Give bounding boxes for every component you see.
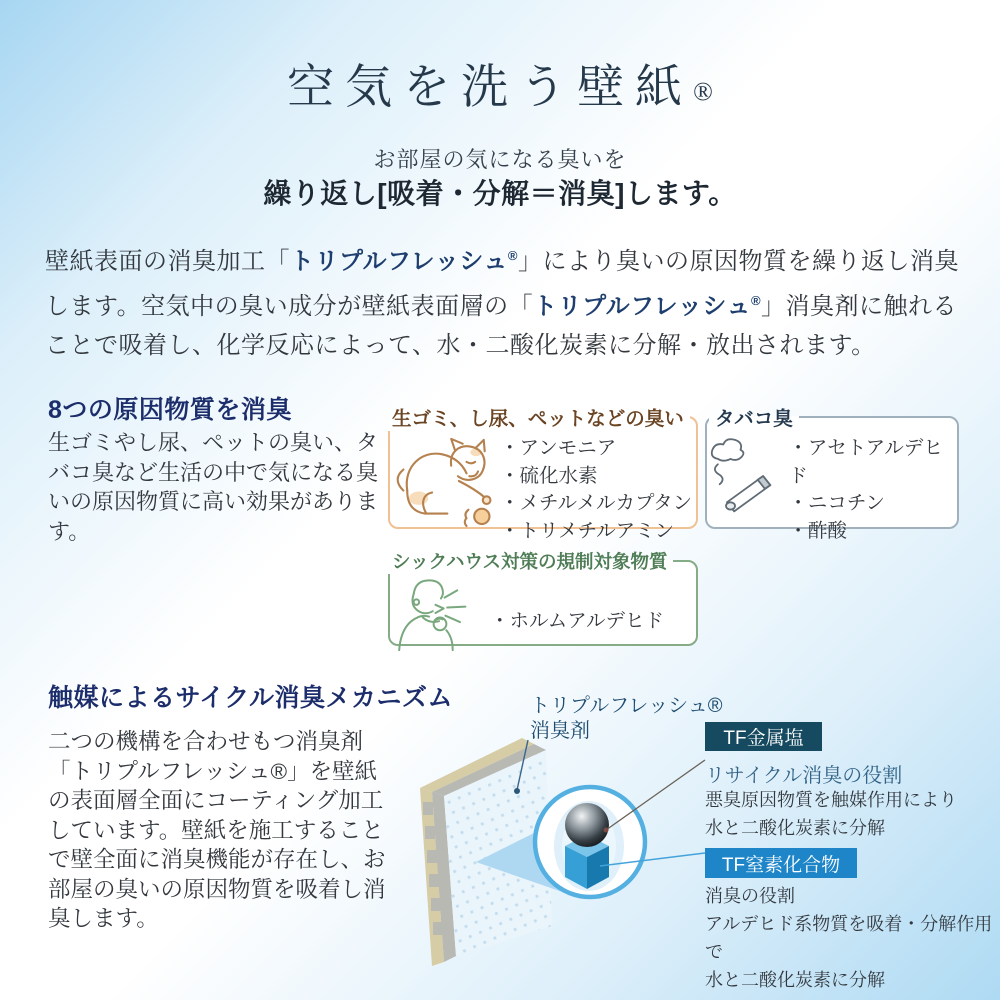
title-text: 空気を洗う壁紙 <box>287 62 694 114</box>
nitrogen-compound-role: 消臭の役割 <box>705 886 795 906</box>
coughing-person-icon <box>390 574 490 652</box>
list-item: ・ニコチン <box>788 492 885 514</box>
registered-trademark-icon: ® <box>693 77 713 106</box>
list-item: ・アセトアルデヒド <box>788 437 943 487</box>
nitrogen-compound-description-line2: 水と二酸化炭素に分解 <box>705 970 885 990</box>
intro-text: 」により臭いの原因物質を繰り返し消臭します。空気中の臭い成分が壁紙表面層の「 <box>45 248 959 320</box>
odor-box-sickhouse <box>388 548 698 646</box>
list-item: ・硫化水素 <box>500 464 598 487</box>
cat-icon <box>390 431 500 531</box>
odor-box-sickhouse-content <box>390 574 696 652</box>
brand-text: トリプルフレッシュ <box>290 248 508 275</box>
brand-text: トリプルフレッシュ <box>533 293 751 320</box>
list-item: ・メチルメルカプタン <box>500 492 693 514</box>
intro-text: 壁紙表面の消臭加工「 <box>45 248 290 275</box>
page-title <box>0 50 1000 117</box>
cigarette-icon <box>707 431 788 523</box>
brand-name <box>290 248 518 275</box>
nitrogen-compound-description <box>705 882 1000 994</box>
list-item: ・アンモニア <box>500 437 617 459</box>
nitrogen-compound-badge: TF窒素化合物 <box>705 848 857 878</box>
odor-box-tobacco-content <box>707 431 957 545</box>
registered-trademark-icon: ® <box>750 293 762 308</box>
intro-paragraph <box>45 236 959 365</box>
list-item: ・トリメチルアミン <box>500 519 675 542</box>
section-mechanism-body: 二つの機構を合わせもつ消臭剤「トリプルフレッシュ®」を壁紙の表面層全面にコーティング加工しています。壁紙を施工することで壁全面に消臭機能が存在し、お部屋の臭いの原因物質を吸着し消臭します。 <box>48 729 386 931</box>
odor-box-pet-label: 生ゴミ、し尿、ペットなどの臭い <box>392 408 684 430</box>
section-odors-heading: 8つの原因物質を消臭 <box>48 396 292 424</box>
odor-box-sickhouse-list <box>490 608 664 636</box>
metal-salt-description-line2: 水と二酸化炭素に分解 <box>705 818 885 838</box>
section-odors-body: 生ゴミやし尿、ペットの臭い、タバコ臭など生活の中で気になる臭いの原因物質に高い効果があります。 <box>48 430 379 544</box>
subtitle: お部屋の気になる臭いを <box>373 147 627 172</box>
odor-box-pet <box>388 403 698 542</box>
odor-box-tobacco-label: タバコ臭 <box>715 408 793 430</box>
odor-box-pet-content <box>390 431 696 545</box>
odor-box-tobacco <box>705 403 959 542</box>
odor-box-pet-list <box>500 435 692 545</box>
list-item: ・ホルムアルデヒド <box>490 610 664 633</box>
brand-name <box>533 293 761 320</box>
registered-trademark-icon: ® <box>507 248 518 263</box>
deodorant-agent-label-line2: 消臭剤 <box>530 720 590 742</box>
nitrogen-compound-description-line1: アルデヒド系物質を吸着・分解作用で <box>705 914 993 962</box>
deodorant-agent-label-line1: トリプルフレッシュ® <box>530 695 723 717</box>
section-mechanism-heading: 触媒によるサイクル消臭メカニズム <box>48 684 454 712</box>
metal-salt-role: リサイクル消臭の役割 <box>705 765 903 787</box>
odor-box-sickhouse-label: シックハウス対策の規制対象物質 <box>392 551 668 572</box>
list-item: ・酢酸 <box>788 519 847 542</box>
deodorant-agent-label <box>530 694 723 744</box>
intro-text: 」消臭剤に触れることで吸着し、化学反応によって、水・二酸化炭素に分解・放出されます。 <box>45 293 958 359</box>
metal-salt-description-line1: 悪臭原因物質を触媒作用により <box>705 790 957 810</box>
metal-salt-badge: TF金属塩 <box>705 722 822 751</box>
headline: 繰り返し[吸着・分解＝消臭]します。 <box>263 178 737 209</box>
metal-salt-description <box>705 786 957 842</box>
odor-box-tobacco-list <box>788 435 957 545</box>
